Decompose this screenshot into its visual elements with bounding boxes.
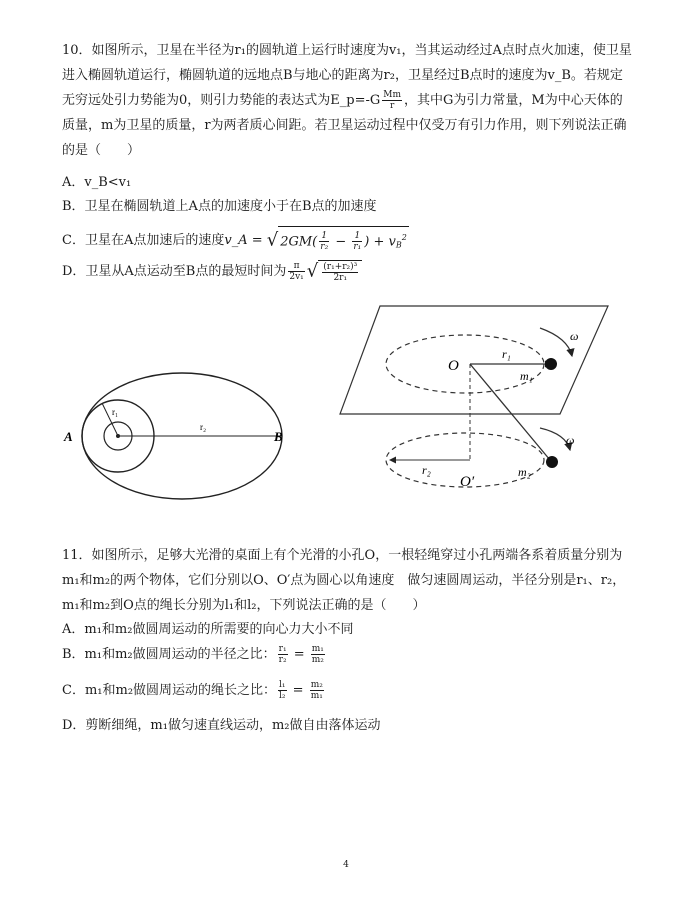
q10-option-d-text: D．卫星从A点运动至B点的最短时间为	[62, 264, 287, 279]
fraction	[319, 231, 329, 252]
q10-stem-text: 10．如图所示，卫星在半径为r₁的圆轨道上运行时速度为v₁，当其运动经过A点时点火加速，使卫星进入椭圆轨道运行，椭圆轨道的远地点B与地心的距离为r₂，卫星经过B点时的速度为v_B。若规定无穷远处引力势能为0，则引力势能的表达式为E_p=-G	[62, 43, 632, 108]
m2-label: m₂	[518, 465, 531, 479]
q11-stem: 11．如图所示，足够大光滑的桌面上有个光滑的小孔O，一根轻绳穿过小孔两端各系着质量分别为m₁和m₂的两个物体，它们分别以O、O′点为圆心以角速度 做匀速圆周运动，半径分别是r₁、r₂，m₁和m₂到O点的绳长分别为l₁和l₂，下列说法正确的是（ ）	[62, 548, 626, 613]
equals-sign: =	[289, 647, 309, 662]
fraction	[352, 231, 362, 252]
frac-numerator: m₁	[311, 644, 324, 654]
sqrt-body	[318, 260, 362, 283]
string-to-m2	[470, 364, 550, 460]
frac-numerator: π	[288, 261, 304, 272]
q10-potential-fraction	[382, 90, 402, 111]
formula-lhs: v_A =	[224, 233, 267, 249]
fraction	[310, 680, 324, 701]
frac-denominator: m₂	[311, 655, 324, 665]
frac-denominator: m₁	[310, 691, 323, 701]
frac-numerator: l₁	[279, 680, 286, 690]
frac-numerator: 1	[352, 231, 362, 242]
r2-label: r₂	[200, 422, 207, 432]
q10-option-b: B．卫星在椭圆轨道上A点的加速度小于在B点的加速度	[62, 199, 377, 214]
point-b-label: B	[274, 429, 283, 444]
frac-denominator: 2v₁	[289, 272, 304, 282]
q10-option-c-text: C．卫星在A点加速后的速度	[62, 233, 225, 249]
subscript: B	[395, 240, 402, 250]
q10-stem-tail: ，其中G为引力常量，M为中心天体的质量，m为卫星的质量，r为两者质心间距。若卫星运动过程中仅受万有引力作用，则下列说法正确的是（ ）	[62, 93, 627, 158]
q11-option-b	[62, 644, 632, 665]
q11-option-b-text: B．m₁和m₂做圆周运动的半径之比：	[62, 647, 276, 662]
superscript: 2	[401, 233, 407, 242]
page-number: 4	[343, 860, 349, 870]
frac-denominator: r	[389, 101, 395, 111]
q10-option-d	[62, 260, 632, 283]
r1-label: r₁	[112, 407, 119, 417]
mass-m1	[545, 358, 557, 370]
formula-part: ) + v	[364, 234, 396, 250]
q10-option-c	[62, 226, 632, 255]
frac-numerator: 1	[319, 231, 329, 242]
formula-part: −	[331, 234, 351, 250]
formula-part: 2GM(	[280, 234, 318, 250]
frac-denominator: r₂	[278, 655, 287, 665]
frac-denominator: r₂	[320, 242, 329, 253]
center-o-prime-label: O′	[460, 474, 475, 490]
fraction	[322, 262, 358, 283]
center-o-label: O	[448, 358, 459, 374]
q10-stem	[62, 38, 632, 163]
frac-numerator: m₂	[310, 680, 323, 690]
q10-option-a: A．v_B<v₁	[62, 175, 132, 190]
equals-sign: =	[288, 683, 308, 698]
table-surface	[340, 306, 608, 414]
q11-option-d: D．剪断细绳，m₁做匀速直线运动，m₂做自由落体运动	[62, 718, 381, 733]
fraction	[288, 261, 304, 282]
orbit-figure	[64, 368, 288, 508]
fraction	[278, 644, 288, 665]
sqrt-sign: √	[266, 229, 279, 251]
omega-bottom-label: ω	[566, 433, 575, 447]
r2-label: r₂	[422, 463, 431, 477]
frac-numerator: (r₁+r₂)³	[323, 262, 358, 272]
fraction	[311, 644, 325, 665]
q11-option-c-text: C．m₁和m₂做圆周运动的绳长之比：	[62, 683, 277, 698]
q11-option-c	[62, 680, 632, 701]
frac-denominator: 2r₁	[333, 273, 348, 283]
fraction	[278, 680, 287, 701]
omega-top-label: ω	[570, 329, 579, 343]
sqrt-sign: √	[306, 260, 319, 282]
frac-denominator: r₁	[353, 242, 362, 253]
frac-denominator: l₂	[279, 691, 286, 701]
frac-numerator: Mm	[383, 90, 402, 100]
sqrt-body	[278, 226, 409, 255]
m1-label: m₁	[520, 369, 533, 383]
point-a-label: A	[64, 429, 73, 444]
omega-arrow-top	[540, 328, 572, 356]
frac-numerator: r₁	[278, 644, 287, 654]
table-hole-figure	[340, 298, 610, 498]
mass-m2	[546, 456, 558, 468]
q11-option-a: A．m₁和m₂做圆周运动的所需要的向心力大小不同	[62, 622, 354, 637]
r1-label: r₁	[502, 347, 511, 361]
